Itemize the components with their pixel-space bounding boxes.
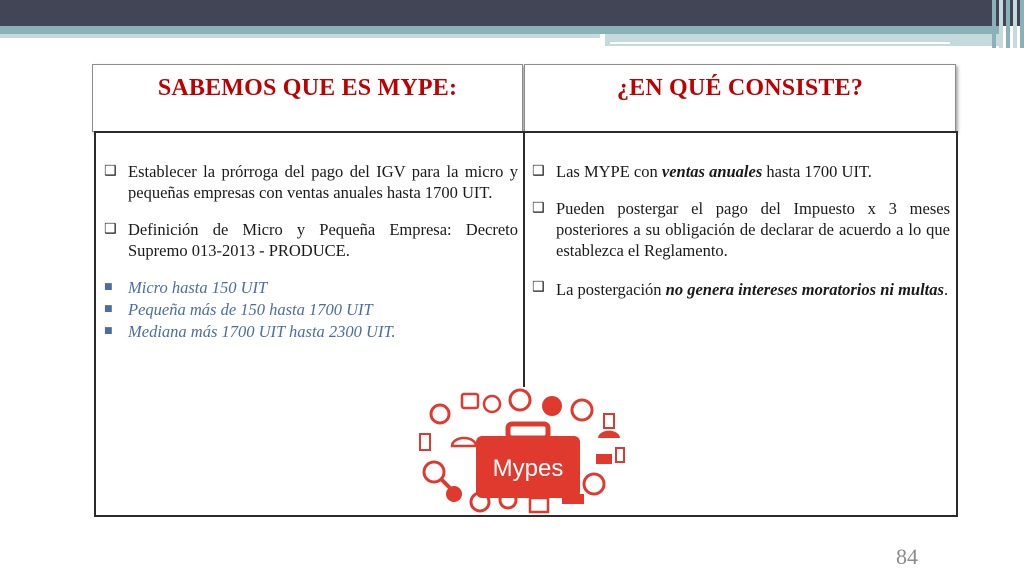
phone-icon [604, 414, 614, 428]
page-number: 84 [896, 544, 918, 569]
header-box-right [524, 64, 956, 132]
list-item: ❑ Establecer la prórroga del pago del IGV para la micro y pequeñas empresas con ventas anuales hasta 1700 UIT. [104, 162, 518, 202]
checkbox-bullet-icon: ❑ [104, 221, 117, 237]
target-icon [572, 400, 592, 420]
top-banner [0, 0, 1024, 26]
briefcase-handle [508, 424, 548, 438]
mobile-icon [616, 448, 624, 462]
heading-sabemos: SABEMOS QUE ES MYPE: [157, 75, 458, 101]
square-bullet-icon: ■ [104, 304, 113, 314]
cloud-icon [598, 431, 620, 438]
sub-list-item: ■ Micro hasta 150 UIT [104, 278, 268, 297]
sub-list-item: ■ Pequeña más de 150 hasta 1700 UIT [104, 300, 373, 319]
laptop-icon [530, 498, 548, 512]
list-item: ❑ Definición de Micro y Pequeña Empresa: Decreto Supremo 013-2013 - PRODUCE. [104, 220, 518, 260]
checkbox-bullet-icon: ❑ [104, 163, 117, 179]
top-stripe-line [610, 42, 950, 44]
top-stripe-light [0, 34, 600, 38]
lightbulb-icon [431, 405, 449, 423]
alert-icon [584, 474, 604, 494]
decorative-vertical-bars [978, 0, 1024, 48]
mypes-logo [412, 386, 644, 518]
top-stripe [0, 26, 1000, 34]
top-stripe-light-right [605, 34, 1000, 46]
heading-consiste: ¿EN QUÉ CONSISTE? [616, 75, 864, 101]
cloud-outline-icon [452, 438, 476, 446]
list-item: ❑ Pueden postergar el pago del Impuesto x 3 meses posteriores a su obligación de declarar de acuerdo a lo que establezca el Reglamento. [532, 199, 950, 260]
column-divider [523, 131, 525, 387]
square-bullet-icon: ■ [104, 326, 113, 336]
list-item: ❑ Las MYPE con ventas anuales hasta 1700 UIT. [532, 162, 872, 181]
list-item: ❑ La postergación no genera intereses moratorios ni multas. [532, 277, 950, 303]
right-column [532, 161, 950, 319]
bulb-icon [484, 396, 500, 412]
square-bullet-icon: ■ [104, 282, 113, 292]
truck-icon [596, 454, 612, 464]
support-person-icon [510, 390, 530, 410]
calculator-icon [420, 434, 430, 450]
sub-list-item: ■ Mediana más 1700 UIT hasta 2300 UIT. [104, 322, 396, 341]
magnifier-handle [441, 479, 450, 488]
header-box-left [92, 64, 523, 132]
left-column [104, 161, 518, 343]
checkbox-bullet-icon: ❑ [532, 200, 545, 216]
dollar-bag-icon [542, 396, 562, 416]
monitor-icon [462, 394, 478, 408]
mypes-label: Mypes [492, 455, 564, 482]
checkbox-bullet-icon: ❑ [532, 279, 545, 295]
checkbox-bullet-icon: ❑ [532, 163, 545, 179]
